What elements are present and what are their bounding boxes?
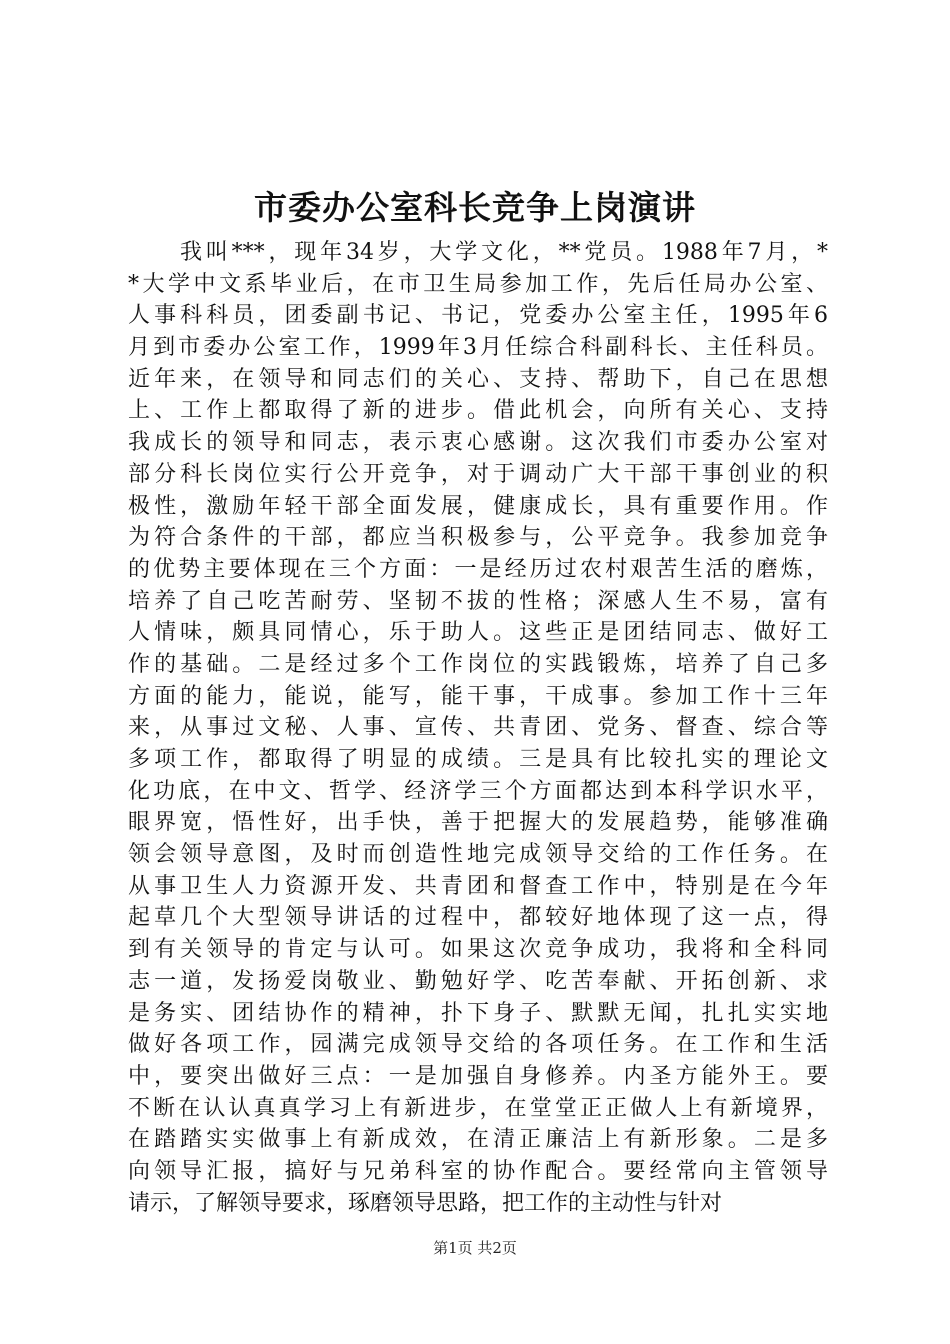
body-line: 为符合条件的干部，都应当积极参与，公平竞争。我参加竞争 [128,525,828,551]
body-line: 近年来，在领导和同志们的关心、支持、帮助下，自己在思想 [128,366,828,392]
body-line: 向领导汇报，搞好与兄弟科室的协作配合。要经常向主管领导 [128,1158,828,1184]
body-line: 多项工作，都取得了明显的成绩。三是具有比较扎实的理论文 [128,747,828,772]
body-line: 的优势主要体现在三个方面：一是经历过农村艰苦生活的磨炼， [128,556,828,582]
body-line: 来，从事过文秘、人事、宣传、共青团、党务、督查、综合等 [128,715,828,741]
body-line: 中，要突出做好三点：一是加强自身修养。内圣方能外王。要 [128,1063,828,1089]
body-line: 人事科科员，团委副书记、书记，党委办公室主任，1995年6 [128,303,828,329]
body-line: 方面的能力，能说，能写，能干事，干成事。参加工作十三年 [128,683,828,709]
body-line: 眼界宽，悟性好，出手快，善于把握大的发展趋势，能够准确 [128,810,828,836]
body-line: 上、工作上都取得了新的进步。借此机会，向所有关心、支持 [128,398,828,424]
body-line: *大学中文系毕业后，在市卫生局参加工作，先后任局办公室、 [128,271,828,297]
body-line: 从事卫生人力资源开发、共青团和督查工作中，特别是在今年 [128,873,828,899]
body-line: 月到市委办公室工作，1999年3月任综合科副科长、主任科员。 [128,335,828,361]
body-line: 人情味，颇具同情心，乐于助人。这些正是团结同志、做好工 [128,620,828,646]
document-title: 市委办公室科长竞争上岗演讲 [254,188,696,227]
body-line: 志一道，发扬爱岗敬业、勤勉好学、吃苦奉献、开拓创新、求 [128,968,828,994]
body-line: 作的基础。二是经过多个工作岗位的实践锻炼，培养了自己多 [128,651,828,677]
body-line: 化功底，在中文、哲学、经济学三个方面都达到本科学识水平， [128,778,828,804]
body-line: 请示，了解领导要求，琢磨领导思路，把工作的主动性与针对 [128,1190,723,1216]
body-line: 起草几个大型领导讲话的过程中，都较好地体现了这一点，得 [128,905,828,931]
body-line: 不断在认认真真学习上有新进步，在堂堂正正做人上有新境界， [128,1095,828,1121]
body-line: 培养了自己吃苦耐劳、坚韧不拔的性格；深感人生不易，富有 [128,588,828,614]
body-line: 到有关领导的肯定与认可。如果这次竞争成功，我将和全科同 [128,937,828,963]
body-line: 做好各项工作，园满完成领导交给的各项任务。在工作和生活 [128,1032,828,1058]
body-line: 在踏踏实实做事上有新成效，在清正廉洁上有新形象。二是多 [128,1127,828,1153]
body-line: 是务实、团结协作的精神，扑下身子、默默无闻，扎扎实实地 [128,1000,828,1026]
body-line: 我成长的领导和同志，表示衷心感谢。这次我们市委办公室对 [128,430,828,456]
body-line: 极性，激励年轻干部全面发展，健康成长，具有重要作用。作 [128,493,828,519]
page-number-footer: 第1页 共2页 [433,1239,517,1257]
document-body [128,237,828,1219]
body-line: 领会领导意图，及时而创造性地完成领导交给的工作任务。在 [128,842,828,868]
body-line: 部分科长岗位实行公开竞争，对于调动广大干部干事创业的积 [128,461,828,487]
body-line: 我叫***，现年34岁，大学文化，**党员。1988年7月，* [180,240,828,265]
